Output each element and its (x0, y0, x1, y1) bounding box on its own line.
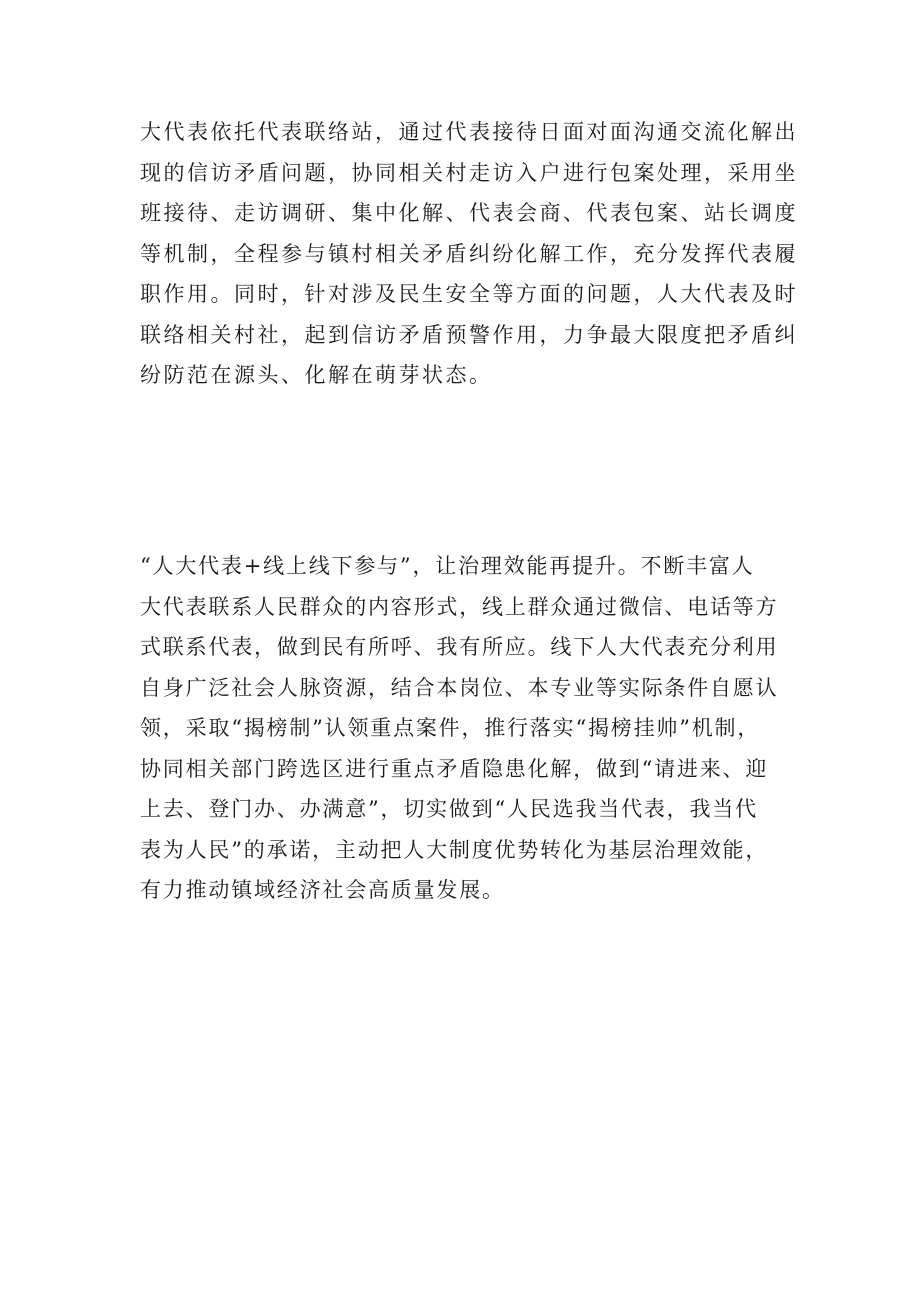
paragraph-1-line-2: 现的信访矛盾问题，协同相关村走访入户进行包案处理，采用坐 (140, 160, 798, 185)
paragraph-1-line-6: 联络相关村社，起到信访矛盾预警作用，力争最大限度把矛盾纠 (140, 322, 798, 347)
paragraph-1 (140, 112, 800, 396)
paragraph-2 (140, 546, 800, 911)
paragraph-2-line-2: 大代表联系人民群众的内容形式，线上群众通过微信、电话等方 (140, 594, 779, 619)
paragraph-1-line-1: 大代表依托代表联络站，通过代表接待日面对面沟通交流化解出 (140, 120, 798, 144)
paragraph-1-line-4: 等机制，全程参与镇村相关矛盾纠纷化解工作，充分发挥代表履 (140, 241, 798, 266)
paragraph-1-line-3: 班接待、走访调研、集中化解、代表会商、代表包案、站长调度 (140, 201, 798, 225)
paragraph-2-line-9: 有力推动镇域经济社会高质量发展。 (140, 878, 505, 902)
paragraph-2-line-4: 自身广泛社会人脉资源，结合本岗位、本专业等实际条件自愿认 (140, 675, 779, 700)
paragraph-2-line-5: 领，采取“揭榜制”认领重点案件，推行落实“揭榜挂帅”机制， (140, 716, 761, 740)
paragraph-2-line-6: 协同相关部门跨选区进行重点矛盾隐患化解，做到“请进来、迎 (140, 756, 769, 781)
paragraph-2-line-8: 表为人民”的承诺，主动把人大制度优势转化为基层治理效能， (140, 837, 769, 862)
paragraph-2-line-3: 式联系代表，做到民有所呼、我有所应。线下人大代表充分利用 (140, 635, 779, 659)
paragraph-2-line-1: “人大代表+线上线下参与”，让治理效能再提升。不断丰富人 (140, 554, 755, 578)
paragraph-1-line-7: 纷防范在源头、化解在萌芽状态。 (140, 363, 493, 387)
paragraph-2-line-7: 上去、登门办、办满意”，切实做到“人民选我当代表，我当代 (140, 797, 758, 821)
paragraph-1-line-5: 职作用。同时，针对涉及民生安全等方面的问题，人大代表及时 (140, 282, 798, 306)
